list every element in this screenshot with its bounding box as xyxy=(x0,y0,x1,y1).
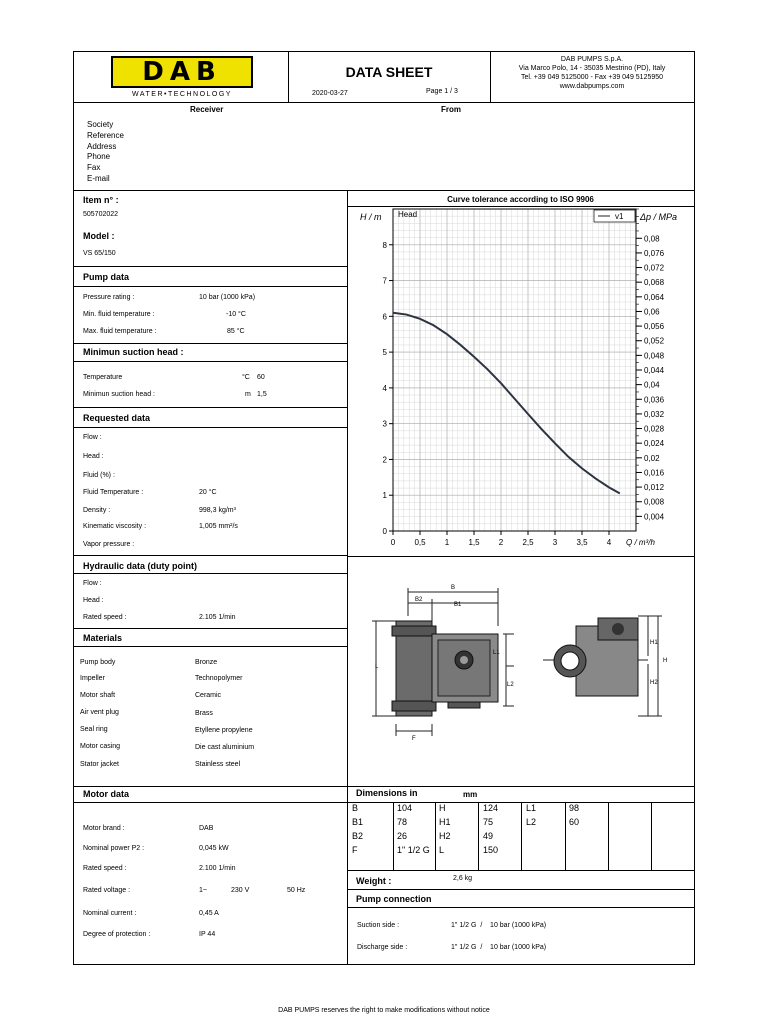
x-tick-label: 3 xyxy=(552,538,558,547)
pressure-rating-value: 10 bar (1000 kPa) xyxy=(199,294,256,301)
dim-cell: 75 xyxy=(483,817,494,827)
y2-tick-label: 0,056 xyxy=(644,322,665,332)
mat-label-6: Stator jacket xyxy=(80,761,119,768)
model-value: VS 65/150 xyxy=(83,250,116,257)
y-tick-label: 2 xyxy=(382,455,387,465)
motor-speed-label: Rated speed : xyxy=(83,865,127,872)
dim-label-b: B xyxy=(451,585,456,591)
motor-protection-value: IP 44 xyxy=(199,931,216,938)
weight-label: Weight : xyxy=(356,876,392,886)
y2-tick-label: 0,044 xyxy=(644,366,665,375)
mat-label-2: Motor shaft xyxy=(80,692,116,699)
req-fluid-temp-label: Fluid Temperature : xyxy=(83,489,144,496)
x-tick-label: 1,5 xyxy=(468,538,480,547)
dimension-drawing xyxy=(348,556,695,786)
dim-cell: 26 xyxy=(397,831,408,841)
y2-tick-label: 0,04 xyxy=(644,380,660,390)
x-tick-label: 4 xyxy=(606,538,612,547)
dim-cell: H2 xyxy=(439,831,451,841)
motor-brand-label: Motor brand : xyxy=(83,825,125,832)
dim-label-h: H xyxy=(663,658,668,664)
page-number: Page 1 / 3 xyxy=(426,88,458,95)
max-temp-value: 85 °C xyxy=(227,328,245,335)
motor-voltage-phase: 1~ xyxy=(199,887,207,894)
receiver-field-society: Society xyxy=(87,120,114,129)
y2-tick-label: 0,072 xyxy=(644,263,665,273)
head-annotation: Head xyxy=(398,210,418,219)
x-tick-label: 3,5 xyxy=(576,538,588,547)
y2-tick-label: 0,024 xyxy=(644,439,665,449)
suction-title: Minimun suction head : xyxy=(83,347,184,357)
req-density-value: 998,3 kg/m³ xyxy=(199,507,236,514)
hyd-flow-label: Flow : xyxy=(83,580,102,587)
y-tick-label: 3 xyxy=(382,419,387,429)
dim-label-l2: L2 xyxy=(507,682,514,688)
mat-label-0: Pump body xyxy=(80,659,116,666)
x-tick-label: 2,5 xyxy=(522,538,534,547)
suction-head-unit: m xyxy=(245,391,251,398)
dim-label-l: L xyxy=(375,664,379,670)
motor-power-value: 0,045 kW xyxy=(199,845,229,852)
x-tick-label: 0 xyxy=(390,538,396,547)
req-density-label: Density : xyxy=(83,507,111,514)
receiver-field-email: E-mail xyxy=(87,173,110,183)
motor-voltage-label: Rated voltage : xyxy=(83,887,131,894)
requested-title: Requested data xyxy=(83,413,151,423)
motor-current-label: Nominal current : xyxy=(83,910,137,917)
item-label: Item n° : xyxy=(83,195,119,205)
min-temp-value: -10 °C xyxy=(226,311,246,318)
y2-axis-label: Δp / MPa xyxy=(640,212,678,222)
req-flow-label: Flow : xyxy=(83,434,102,441)
dim-label-f: F xyxy=(412,736,416,742)
dim-label-b1: B1 xyxy=(454,602,462,608)
receiver-field-fax: Fax xyxy=(87,163,101,173)
suction-side-value: 1" 1/2 G / 10 bar (1000 kPa) xyxy=(451,922,547,929)
receiver-fields xyxy=(87,120,124,185)
receiver-field-address: Address xyxy=(87,141,117,151)
suction-side-label: Suction side : xyxy=(357,922,400,929)
dim-label-l1: L1 xyxy=(493,650,500,656)
dim-cell: 49 xyxy=(483,831,494,841)
req-head-label: Head : xyxy=(83,453,104,460)
y2-tick-label: 0,068 xyxy=(644,278,665,288)
y2-tick-label: 0,02 xyxy=(644,453,660,463)
y-tick-label: 8 xyxy=(382,240,387,250)
x-tick-label: 0,5 xyxy=(414,538,426,547)
y2-tick-label: 0,036 xyxy=(644,395,665,405)
mat-label-1: Impeller xyxy=(80,675,105,682)
x-tick-label: 1 xyxy=(444,538,450,547)
dim-cell: 98 xyxy=(569,803,580,813)
dim-cell: B xyxy=(352,803,359,813)
receiver-field-phone: Phone xyxy=(87,152,111,162)
y2-tick-label: 0,064 xyxy=(644,292,665,302)
mat-value-4: Etyllene propylene xyxy=(195,727,253,734)
mat-value-2: Ceramic xyxy=(195,692,222,699)
y2-tick-label: 0,052 xyxy=(644,336,665,346)
y2-tick-label: 0,076 xyxy=(644,248,665,258)
item-value: 505702022 xyxy=(83,211,119,218)
mat-label-4: Seal ring xyxy=(80,726,108,733)
receiver-field-reference: Reference xyxy=(87,130,124,140)
connection-title: Pump connection xyxy=(356,894,432,904)
receiver-title: Receiver xyxy=(190,105,224,114)
dim-cell: F xyxy=(352,845,358,855)
dim-label-h2: H2 xyxy=(650,680,658,686)
motor-title: Motor data xyxy=(83,789,129,799)
req-viscosity-value: 1,005 mm²/s xyxy=(199,523,238,530)
dim-cell: L xyxy=(439,845,445,855)
dim-cell: 78 xyxy=(397,817,408,827)
pressure-rating-label: Pressure rating : xyxy=(83,294,135,301)
max-temp-label: Max. fluid temperature : xyxy=(83,328,157,335)
x-axis-label: Q / m³/h xyxy=(626,538,655,547)
dim-cell: 104 xyxy=(397,803,413,813)
materials-title: Materials xyxy=(83,633,123,643)
model-label: Model : xyxy=(83,231,115,241)
pump-data-title: Pump data xyxy=(83,272,130,282)
temperature-value: 60 xyxy=(257,374,265,381)
motor-voltage-value: 230 V xyxy=(231,887,250,894)
suction-head-label: Minimun suction head : xyxy=(83,391,155,398)
hydraulic-title: Hydraulic data (duty point) xyxy=(83,561,198,571)
motor-frequency-value: 50 Hz xyxy=(287,887,306,894)
y2-tick-label: 0,06 xyxy=(644,307,660,317)
discharge-side-value: 1" 1/2 G / 10 bar (1000 kPa) xyxy=(451,944,547,951)
dim-cell: L1 xyxy=(526,803,537,813)
motor-speed-value: 2.100 1/min xyxy=(199,865,236,872)
company-address: Via Marco Polo, 14 - 35035 Mestrino (PD), Italy xyxy=(518,65,666,72)
chart-title: Curve tolerance according to ISO 9906 xyxy=(447,195,594,204)
y2-tick-label: 0,008 xyxy=(644,497,665,507)
mat-label-3: Air vent plug xyxy=(80,709,119,716)
req-viscosity-label: Kinematic viscosity : xyxy=(83,523,147,530)
y2-tick-label: 0,028 xyxy=(644,424,665,434)
mat-label-5: Motor casing xyxy=(80,743,121,750)
y2-tick-label: 0,048 xyxy=(644,351,665,361)
y2-tick-label: 0,016 xyxy=(644,468,665,478)
date: 2020-03-27 xyxy=(312,90,348,97)
temperature-unit: °C xyxy=(242,374,250,381)
y-tick-label: 7 xyxy=(382,276,387,286)
company-name: DAB PUMPS S.p.A. xyxy=(560,56,624,63)
from-title: From xyxy=(441,105,461,114)
y-tick-label: 4 xyxy=(382,383,387,393)
performance-chart xyxy=(348,206,695,556)
y2-tick-label: 0,032 xyxy=(644,409,665,419)
pump-front-view xyxy=(392,621,498,716)
hyd-speed-label: Rated speed : xyxy=(83,614,127,621)
hyd-head-label: Head : xyxy=(83,597,104,604)
y-tick-label: 1 xyxy=(382,491,387,501)
temperature-label: Temperature xyxy=(83,374,123,381)
req-fluid-label: Fluid (%) : xyxy=(83,472,115,479)
plot-frame xyxy=(393,209,636,531)
mat-value-6: Stainless steel xyxy=(195,761,241,768)
dimensions-unit: mm xyxy=(463,790,478,799)
mat-value-0: Bronze xyxy=(195,659,218,666)
dim-cell: H1 xyxy=(439,817,451,827)
min-temp-label: Min. fluid temperature : xyxy=(83,311,155,318)
discharge-side-label: Discharge side : xyxy=(357,944,408,951)
y2-tick-label: 0,012 xyxy=(644,483,665,493)
dimensions-title: Dimensions in xyxy=(356,788,418,798)
dim-label-b2: B2 xyxy=(415,597,423,603)
dim-cell: H xyxy=(439,803,446,813)
dim-cell: 1" 1/2 G xyxy=(397,845,430,855)
legend-label: v1 xyxy=(615,212,624,221)
pump-side-view xyxy=(554,618,638,696)
company-phone: Tel. +39 049 5125000 - Fax +39 049 5125950 xyxy=(520,74,664,81)
mat-value-1: Technopolymer xyxy=(195,675,243,682)
y-tick-label: 0 xyxy=(382,527,387,536)
y2-tick-label: 0,004 xyxy=(644,512,665,522)
dim-cell: B1 xyxy=(352,817,364,827)
req-vapor-label: Vapor pressure : xyxy=(83,541,135,548)
logo-subtitle: WATER•TECHNOLOGY xyxy=(132,91,232,98)
req-fluid-temp-value: 20 °C xyxy=(199,489,217,496)
dim-cell: 60 xyxy=(569,817,580,827)
dim-cell: 150 xyxy=(483,845,499,855)
suction-head-value: 1,5 xyxy=(257,391,267,398)
dim-cell: 124 xyxy=(483,803,499,813)
y-tick-label: 6 xyxy=(382,312,387,322)
weight-value: 2,6 kg xyxy=(453,875,473,882)
dim-label-h1: H1 xyxy=(650,640,658,646)
motor-protection-label: Degree of protection : xyxy=(83,931,151,938)
motor-power-label: Nominal power P2 : xyxy=(83,845,145,852)
footer-note: DAB PUMPS reserves the right to make modifications without notice xyxy=(278,1007,490,1014)
page-title: DATA SHEET xyxy=(345,64,433,80)
motor-current-value: 0,45 A xyxy=(199,910,219,917)
dab-logo: DAB xyxy=(111,56,253,88)
y2-tick-label: 0,08 xyxy=(644,234,660,244)
mat-value-5: Die cast aluminium xyxy=(195,744,255,751)
y-tick-label: 5 xyxy=(382,348,387,358)
company-web: www.dabpumps.com xyxy=(559,83,625,90)
x-tick-label: 2 xyxy=(498,538,504,547)
motor-brand-value: DAB xyxy=(199,825,214,832)
hyd-speed-value: 2.105 1/min xyxy=(199,614,236,621)
y-axis-label: H / m xyxy=(360,212,382,222)
dim-cell: B2 xyxy=(352,831,364,841)
dim-cell: L2 xyxy=(526,817,537,827)
mat-value-3: Brass xyxy=(195,710,213,717)
